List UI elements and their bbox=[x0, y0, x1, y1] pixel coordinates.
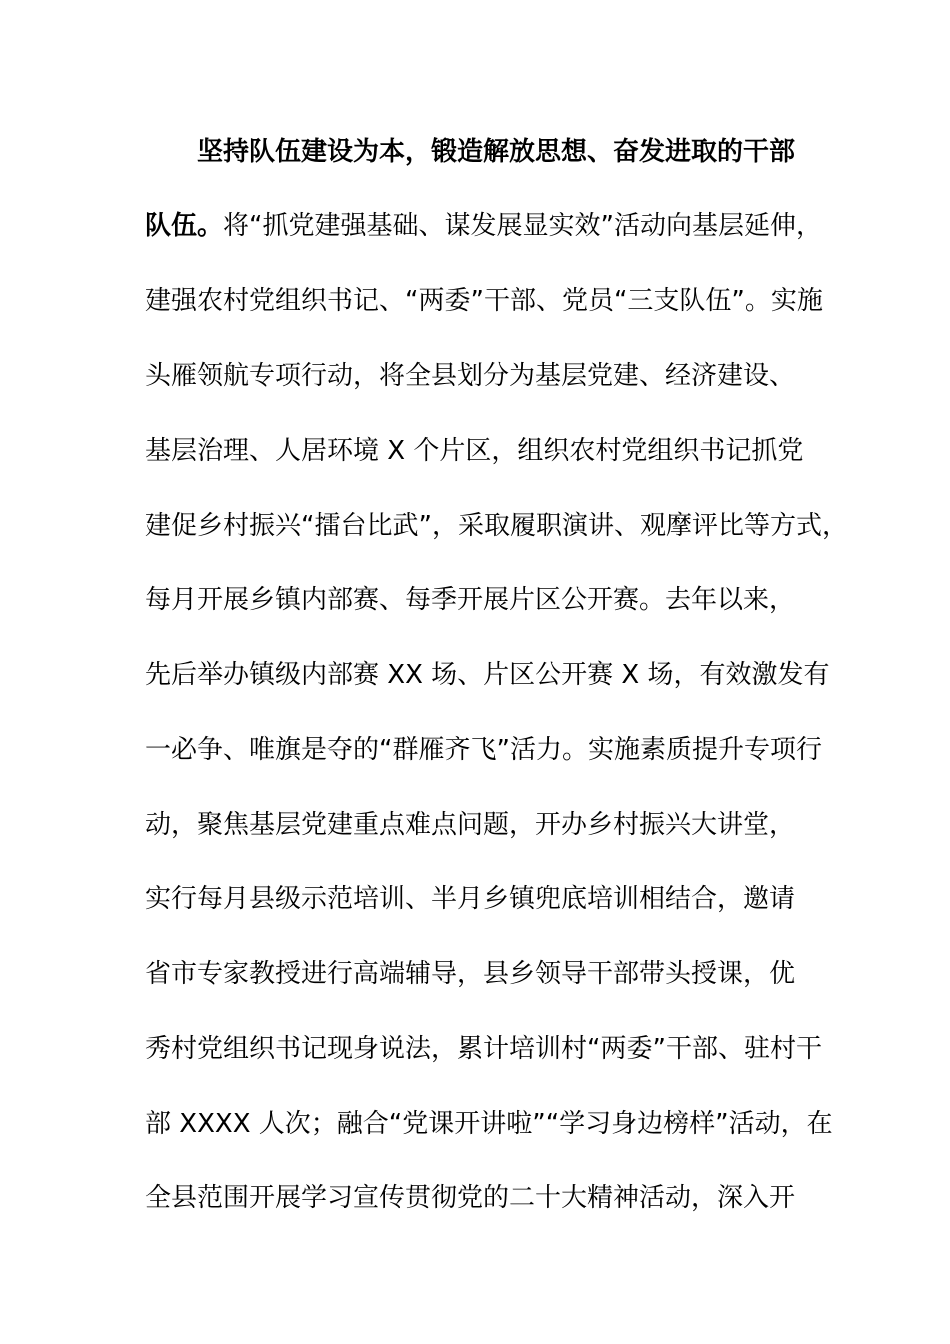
line-text: 基层治理、人居环境 X 个片区，组织农村党组织书记抓党 bbox=[145, 436, 804, 466]
line-text: 建强农村党组织书记、“两委”干部、党员“三支队伍”。实施 bbox=[145, 286, 823, 316]
paragraph-line-3 bbox=[145, 286, 823, 316]
bold-heading-text: 坚持队伍建设为本，锻造解放思想、奋发进取的干部 bbox=[197, 137, 796, 167]
paragraph-line-1 bbox=[197, 137, 795, 167]
line-text: 动，聚焦基层党建重点难点问题，开办乡村振兴大讲堂， bbox=[145, 810, 796, 840]
paragraph-line-6 bbox=[145, 511, 848, 541]
paragraph-line-10 bbox=[145, 810, 795, 840]
paragraph-line-4 bbox=[145, 361, 795, 391]
paragraph-line-2 bbox=[145, 211, 822, 241]
line-text: 每月开展乡镇内部赛、每季开展片区公开赛。去年以来， bbox=[145, 585, 796, 615]
line-text: 先后举办镇级内部赛 XX 场、片区公开赛 X 场，有效激发有 bbox=[145, 660, 830, 690]
line-text: 一必争、唯旗是夺的“群雁齐飞”活力。实施素质提升专项行 bbox=[145, 735, 822, 765]
paragraph-line-13 bbox=[145, 1034, 822, 1064]
line-text: 部 XXXX 人次；融合“党课开讲啦”“学习身边榜样”活动，在 bbox=[145, 1109, 833, 1139]
bold-heading-text: 队伍。 bbox=[145, 211, 224, 241]
line-text: 实行每月县级示范培训、半月乡镇兜底培训相结合，邀请 bbox=[145, 884, 796, 914]
line-text: 头雁领航专项行动，将全县划分为基层党建、经济建设、 bbox=[145, 361, 796, 391]
paragraph-line-9 bbox=[145, 735, 822, 765]
paragraph-line-7 bbox=[145, 585, 795, 615]
paragraph-line-12 bbox=[145, 959, 795, 989]
line-text: 将“抓党建强基础、谋发展显实效”活动向基层延伸， bbox=[223, 211, 822, 241]
line-text: 秀村党组织书记现身说法，累计培训村“两委”干部、驻村干 bbox=[145, 1034, 822, 1064]
line-text: 省市专家教授进行高端辅导，县乡领导干部带头授课，优 bbox=[145, 959, 796, 989]
line-text: 全县范围开展学习宣传贯彻党的二十大精神活动，深入开 bbox=[145, 1183, 796, 1213]
line-text: 建促乡村振兴“擂台比武”，采取履职演讲、观摩评比等方式， bbox=[145, 511, 848, 541]
paragraph-line-8 bbox=[145, 660, 830, 690]
paragraph-line-11 bbox=[145, 884, 795, 914]
paragraph-line-15 bbox=[145, 1183, 795, 1213]
paragraph-line-14 bbox=[145, 1109, 833, 1139]
paragraph-line-5 bbox=[145, 436, 803, 466]
